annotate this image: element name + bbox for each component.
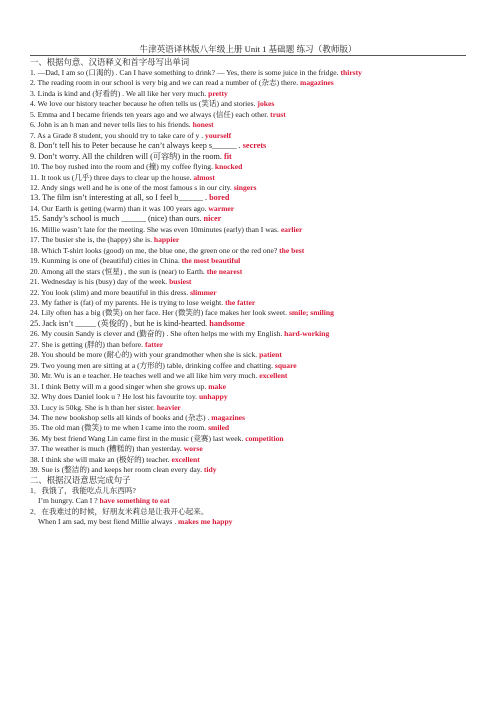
- exercise-item: [30, 319, 496, 329]
- exercise-question: 23. My father is (fat) of my parents. He is trying to lose weight.: [30, 297, 226, 307]
- exercise-question: 20. Among all the stars (恒星) , the sun is (near) to Earth.: [30, 266, 207, 276]
- exercise-answer: the most beautiful: [181, 256, 241, 266]
- exercise-item: [30, 183, 496, 193]
- exercise-answer: patient: [259, 350, 282, 360]
- exercise-list-1: [30, 68, 496, 476]
- exercise-question: 35. The old man (微笑) to me when I came into the room.: [30, 423, 209, 433]
- exercise-answer: bored: [209, 193, 230, 203]
- exercise-question: 30. Mr. Wu is an e teacher. He teaches well and we all like him very much.: [30, 371, 260, 381]
- exercise-question: 21. Wednesday is his (busy) day of the week.: [30, 277, 170, 287]
- exercise-item: [30, 298, 496, 308]
- exercise-question: 9. Don’t worry. All the children will (可容纳) in the room.: [30, 151, 224, 161]
- document-title: 牛津英语译林版八年级上册 Unit 1 基础题 练习（教师版）: [30, 44, 466, 56]
- exercise-item: [30, 78, 496, 88]
- exercise-item: [30, 193, 496, 203]
- exercise-item: [30, 382, 496, 392]
- exercise-answer: excellent: [259, 371, 288, 381]
- exercise-question: 22. You look (slim) and more beautiful in this dress.: [30, 287, 191, 297]
- exercise-item: [30, 120, 496, 130]
- exercise-item: [30, 277, 496, 287]
- exercise-item: [30, 235, 496, 245]
- exercise-item: [30, 423, 496, 433]
- exercise-question: 27. She is getting (胖的) than before.: [30, 339, 145, 349]
- exercise-item: [30, 340, 496, 350]
- exercise-answer: magazines: [211, 412, 245, 422]
- exercise-question: 39. Sue is (整洁的) and keeps her room clean every day.: [30, 465, 204, 475]
- exercise-answer: handsome: [209, 318, 245, 328]
- exercise-answer: excellent: [171, 454, 200, 464]
- exercise-answer: jokes: [257, 99, 275, 109]
- section-heading-2: 二、根据汉语意思完成句子: [30, 475, 131, 485]
- exercise-item: [30, 173, 496, 183]
- exercise-answer: earlier: [280, 224, 303, 234]
- exercise-question: 37. The weather is much (糟糕的) than yesterday.: [30, 444, 184, 454]
- exercise-item: [30, 288, 496, 298]
- exercise-item: [30, 392, 496, 402]
- exercise-item: [30, 403, 496, 413]
- exercise-question: 31. I think Betty will m a good singer when she grows up.: [30, 381, 209, 391]
- section-heading-1: 一、根据句意、汉语释义和首字母写出单词: [30, 58, 190, 67]
- exercise-item: [30, 455, 496, 465]
- exercise-question: 1. —Dad, I am so (口渴的) . Can I have something to drink? — Yes, there is some juice in the fridge.: [30, 68, 341, 77]
- exercise-question: 32. Why does Daniel look u ? He lost his favourite toy.: [30, 392, 199, 402]
- exercise-question: 11. It took us (几乎) three days to clear up the house.: [30, 172, 194, 182]
- exercise-answer: busiest: [169, 277, 192, 287]
- exercise-item: [30, 256, 496, 266]
- exercise-question: 33. Lucy is 50kg. She is h than her sister.: [30, 402, 157, 412]
- exercise-item: [30, 350, 496, 360]
- exercise-item: [30, 99, 496, 109]
- exercise-answer: almost: [193, 172, 215, 182]
- exercise-item: [30, 68, 496, 78]
- exercise-question: 6. John is an h man and never tells lies to his friends.: [30, 120, 193, 130]
- translation-sentence: [30, 496, 496, 506]
- exercise-answer: fatter: [144, 339, 164, 349]
- exercise-answer: thirsty: [340, 68, 362, 77]
- exercise-answer: yourself: [205, 130, 232, 140]
- exercise-question: 7. As a Grade 8 student, you should try to take care of y .: [30, 130, 206, 140]
- exercise-question: 26. My cousin Sandy is clever and (勤奋的) . She often helps me with my English.: [30, 329, 285, 339]
- exercise-question: 5. Emma and I became friends ten years ago and we always (信任) each other.: [30, 109, 271, 119]
- exercise-item: [30, 361, 496, 371]
- exercise-answer: smile; smiling: [288, 308, 334, 318]
- exercise-question: 16. Millie wasn’t late for the meeting. She was even 10minutes (early) than I was.: [30, 224, 281, 234]
- exercise-answer: smiled: [208, 423, 230, 433]
- exercise-answer: nicer: [203, 214, 222, 224]
- exercise-answer: heavier: [156, 402, 181, 412]
- exercise-question: 28. You should be more (耐心的) with your grandmother when she is sick.: [30, 350, 260, 360]
- exercise-item: [30, 162, 496, 172]
- exercise-item: [30, 152, 496, 162]
- exercise-item: [30, 267, 496, 277]
- translation-sentence: [30, 517, 496, 527]
- exercise-item: [30, 444, 496, 454]
- exercise-question: 8. Don’t tell his to Peter because he can’t always keep s______ .: [30, 141, 243, 151]
- exercise-item: [30, 141, 496, 151]
- exercise-answer: honest: [192, 120, 214, 130]
- exercise-item: [30, 413, 496, 423]
- exercise-item: [30, 131, 496, 141]
- translation-answer: have something to eat: [99, 496, 170, 506]
- exercise-answer: tidy: [203, 465, 217, 475]
- exercise-answer: happier: [153, 235, 180, 245]
- exercise-answer: warmer: [208, 203, 235, 213]
- exercise-answer: unhappy: [198, 392, 228, 402]
- exercise-answer: square: [274, 360, 297, 370]
- exercise-answer: hard-working: [284, 329, 330, 339]
- exercise-item: [30, 308, 496, 318]
- exercise-question: 29. Two young men are sitting at a (方形的) table, drinking coffee and chatting.: [30, 360, 275, 370]
- exercise-answer: the best: [279, 245, 305, 255]
- exercise-answer: secrets: [242, 141, 267, 151]
- exercise-item: [30, 89, 496, 99]
- exercise-question: 12. Andy sings well and he is one of the most famous s in our city.: [30, 182, 234, 192]
- exercise-question: 10. The boy rushed into the room and (撞) my coffee flying.: [30, 162, 215, 172]
- exercise-item: [30, 371, 496, 381]
- exercise-answer: knocked: [214, 162, 243, 172]
- translation-text: When I am sad, my best fiend Millie always .: [38, 517, 179, 527]
- exercise-item: [30, 465, 496, 475]
- exercise-question: 13. The film isn’t interesting at all, so I feel b______ .: [30, 193, 210, 203]
- exercise-question: 17. The busier she is, the (happy) she is.: [30, 235, 154, 245]
- exercise-answer: the nearest: [206, 266, 243, 276]
- exercise-answer: pretty: [208, 88, 228, 98]
- exercise-answer: magazines: [300, 78, 334, 88]
- exercise-answer: competition: [245, 433, 284, 443]
- exercise-question: 24. Lily often has a big (微笑) on her face. Her (微笑的) face makes her look sweet.: [30, 308, 289, 318]
- exercise-item: [30, 225, 496, 235]
- exercise-question: 2. The reading room in our school is very big and we can read a number of (杂志) there.: [30, 78, 300, 88]
- exercise-item: [30, 329, 496, 339]
- exercise-answer: fit: [223, 151, 232, 161]
- exercise-question: 18. Which T-shirt looks (good) on me, the blue one, the green one or the red one?: [30, 245, 280, 255]
- exercise-answer: slimmer: [190, 287, 217, 297]
- translation-text: I’m hungry. Can I ?: [38, 496, 100, 506]
- exercise-question: 14. Our Earth is getting (warm) than it was 100 years ago.: [30, 203, 209, 213]
- exercise-item: [30, 434, 496, 444]
- exercise-answer: singers: [233, 182, 257, 192]
- exercise-question: 19. Kunming is one of (beautiful) cities in China.: [30, 256, 182, 266]
- exercise-list-2: [30, 486, 496, 528]
- exercise-item: [30, 110, 496, 120]
- exercise-question: 25. Jack isn’t _____ (英俊的) , but he is kind-hearted.: [30, 318, 210, 328]
- exercise-item: [30, 214, 496, 224]
- exercise-question: 38. I think she will make an (极好的) teacher.: [30, 454, 172, 464]
- exercise-question: 15. Sandy’s school is much ______ (nice) than ours.: [30, 214, 204, 224]
- exercise-answer: make: [208, 381, 226, 391]
- exercise-item: [30, 204, 496, 214]
- translation-answer: makes me happy: [178, 517, 233, 527]
- exercise-answer: worse: [183, 444, 203, 454]
- exercise-question: 36. My best friend Wang Lin came first in the music (竞赛) last week.: [30, 433, 246, 443]
- exercise-answer: trust: [270, 109, 286, 119]
- exercise-question: 3. Linda is kind and (好看的) . We all like her very much.: [30, 88, 209, 98]
- translation-prompt: 2．在我难过的时候，好朋友米莉总是让我开心起来。: [30, 506, 209, 516]
- exercise-question: 4. We love our history teacher because he often tells us (笑话) and stories.: [30, 99, 258, 109]
- translation-prompt: 1．我饿了，我能吃点儿东西吗?: [30, 485, 136, 495]
- exercise-item: [30, 246, 496, 256]
- exercise-question: 34. The new bookshop sells all kinds of books and (杂志) .: [30, 412, 212, 422]
- exercise-answer: the fatter: [225, 297, 256, 307]
